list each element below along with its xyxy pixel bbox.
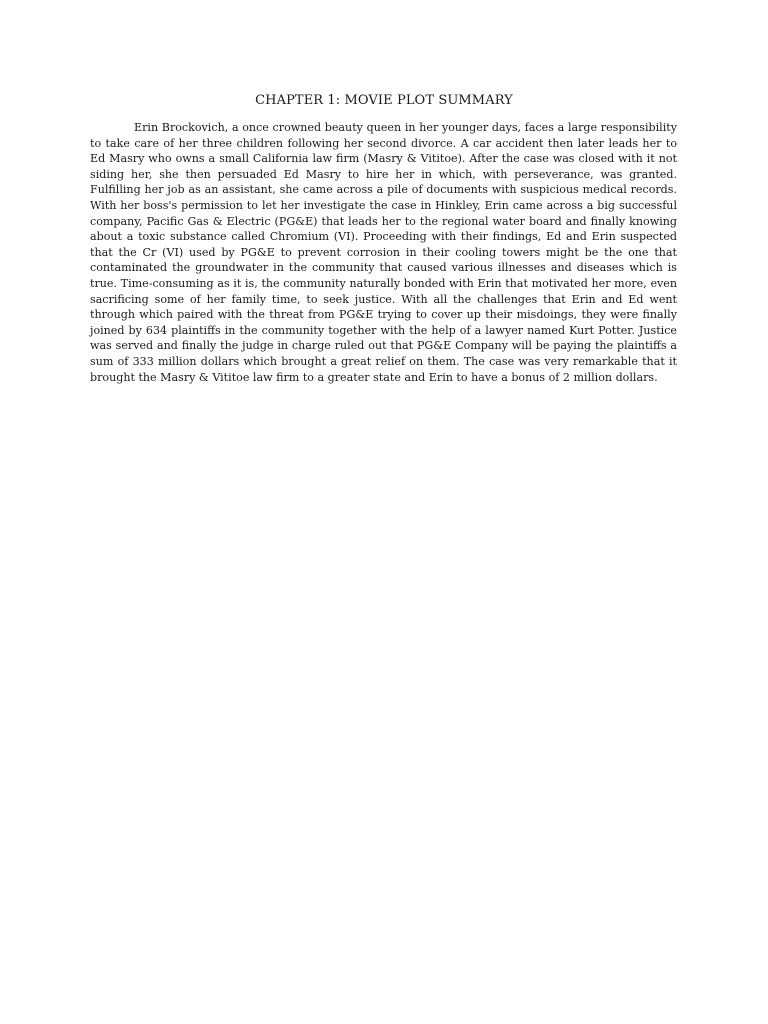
chapter-title: CHAPTER 1: MOVIE PLOT SUMMARY xyxy=(255,93,513,108)
plot-summary-paragraph: Erin Brockovich, a once crowned beauty queen in her younger days, faces a large responsibility to take care of her three children following her second divorce. A car accident then later leads her to Ed Masry who owns a small California law firm (Masry & Vititoe). After the case was closed with it not siding her, she then persuaded Ed Masry to hire her in which, with perseverance, was granted. Fulfilling her job as an assistant, she came across a pile of documents with suspicious medical records. With her boss's permission to let her investigate the case in Hinkley, Erin came across a big successful company, Pacific Gas & Electric (PG&E) that leads her to the regional water board and finally knowing about a toxic substance called Chromium (VI). Proceeding with their findings, Ed and Erin suspected that the Cr (VI) used by PG&E to prevent corrosion in their cooling towers might be the one that contaminated the groundwater in the community that caused various illnesses and diseases which is true. Time-consuming as it is, the community naturally bonded with Erin that motivated her more, even sacrificing some of her family time, to seek justice. With all the challenges that Erin and Ed went through which paired with the threat from PG&E trying to cover up their misdoings, they were finally joined by 634 plaintiffs in the community together with the help of a lawyer named Kurt Potter. Justice was served and finally the judge in charge ruled out that PG&E Company will be paying the plaintiffs a sum of 333 million dollars which brought a great relief on them. The case was very remarkable that it brought the Masry & Vititoe law firm to a greater state and Erin to have a bonus of 2 million dollars. xyxy=(90,121,677,384)
